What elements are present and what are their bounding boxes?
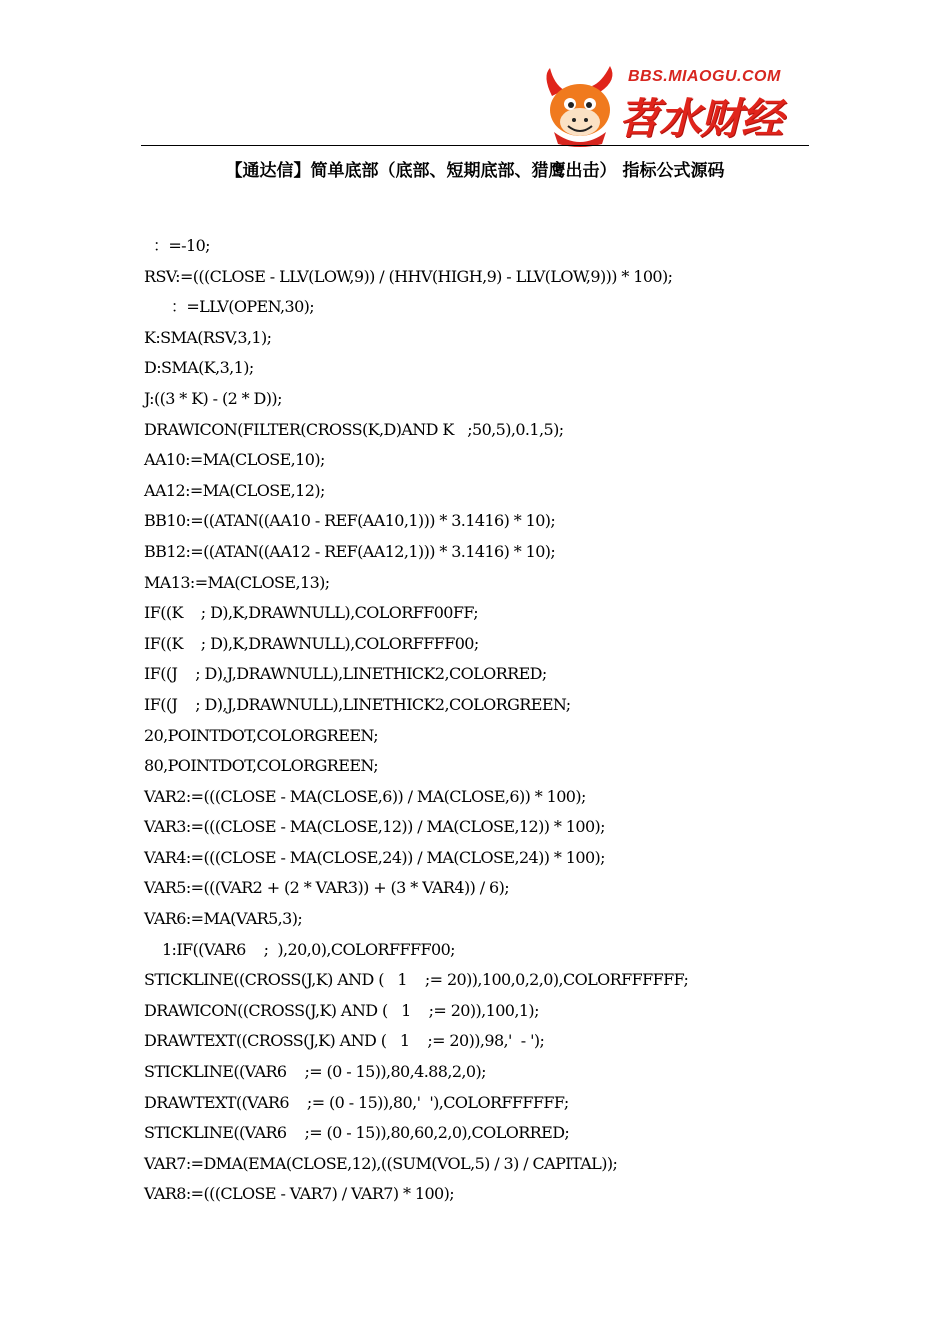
code-line: K:SMA(RSV,3,1); bbox=[144, 327, 272, 347]
code-line: DRAWTEXT((VAR6 ;= (0 - 15)),80,' '),COLORFFFFFF; bbox=[144, 1092, 569, 1112]
bull-mascot-icon bbox=[540, 66, 626, 148]
code-line: VAR2:=(((CLOSE - MA(CLOSE,6)) / MA(CLOSE,6)) * 100); bbox=[144, 786, 586, 806]
code-line: VAR4:=(((CLOSE - MA(CLOSE,24)) / MA(CLOSE,24)) * 100); bbox=[144, 847, 605, 867]
code-line: 1:IF((VAR6 ; ),20,0),COLORFFFF00; bbox=[144, 939, 455, 959]
code-line: BB10:=((ATAN((AA10 - REF(AA10,1))) * 3.1416) * 10); bbox=[144, 511, 556, 531]
code-line: STICKLINE((VAR6 ;= (0 - 15)),80,4.88,2,0); bbox=[144, 1062, 486, 1082]
code-line: 80,POINTDOT,COLORGREEN; bbox=[144, 756, 379, 776]
code-line: DRAWTEXT((CROSS(J,K) AND ( 1 ;= 20)),98,' - '); bbox=[144, 1031, 545, 1051]
code-line: DRAWICON(FILTER(CROSS(K,D)AND K ;50,5),0.1,5); bbox=[144, 419, 564, 439]
code-line: VAR5:=(((VAR2 + (2 * VAR3)) + (3 * VAR4)) / 6); bbox=[144, 878, 510, 898]
code-line: AA12:=MA(CLOSE,12); bbox=[144, 480, 325, 500]
code-line: IF((J ; D),J,DRAWNULL),LINETHICK2,COLORGREEN; bbox=[144, 694, 571, 714]
code-line: RSV:=(((CLOSE - LLV(LOW,9)) / (HHV(HIGH,9) - LLV(LOW,9))) * 100); bbox=[144, 266, 673, 286]
header-divider bbox=[141, 145, 809, 146]
document-title: 【通达信】简单底部（底部、短期底部、猎鹰出击） 指标公式源码 bbox=[225, 161, 725, 181]
code-line: MA13:=MA(CLOSE,13); bbox=[144, 572, 330, 592]
code-line: BB12:=((ATAN((AA12 - REF(AA12,1))) * 3.1416) * 10); bbox=[144, 541, 556, 561]
header-logo bbox=[540, 64, 800, 148]
formula-code-block bbox=[144, 231, 688, 1210]
code-line: STICKLINE((CROSS(J,K) AND ( 1 ;= 20)),100,0,2,0),COLORFFFFFF; bbox=[144, 970, 689, 990]
code-line: VAR8:=(((CLOSE - VAR7) / VAR7) * 100); bbox=[144, 1184, 455, 1204]
code-line: VAR7:=DMA(EMA(CLOSE,12),((SUM(VOL,5) / 3) / CAPITAL)); bbox=[144, 1153, 618, 1173]
code-line: STICKLINE((VAR6 ;= (0 - 15)),80,60,2,0),COLORRED; bbox=[144, 1123, 570, 1143]
code-line: DRAWICON((CROSS(J,K) AND ( 1 ;= 20)),100,1); bbox=[144, 1000, 539, 1020]
logo-url: BBS.MIAOGU.COM bbox=[628, 68, 781, 85]
code-line: J:((3 * K) - (2 * D)); bbox=[144, 388, 282, 408]
code-line: IF((K ; D),K,DRAWNULL),COLORFF00FF; bbox=[144, 603, 479, 623]
code-line: 20,POINTDOT,COLORGREEN; bbox=[144, 725, 379, 745]
code-line: IF((J ; D),J,DRAWNULL),LINETHICK2,COLORRED; bbox=[144, 664, 547, 684]
code-line: ：=-10; bbox=[144, 236, 210, 255]
code-line: IF((K ; D),K,DRAWNULL),COLORFFFF00; bbox=[144, 633, 479, 653]
code-line: AA10:=MA(CLOSE,10); bbox=[144, 450, 325, 470]
logo-name: 苕水财经 bbox=[618, 94, 783, 143]
code-line: D:SMA(K,3,1); bbox=[144, 358, 254, 378]
code-line: ：=LLV(OPEN,30); bbox=[144, 297, 315, 317]
code-line: VAR3:=(((CLOSE - MA(CLOSE,12)) / MA(CLOSE,12)) * 100); bbox=[144, 817, 605, 837]
code-line: VAR6:=MA(VAR5,3); bbox=[144, 909, 303, 929]
